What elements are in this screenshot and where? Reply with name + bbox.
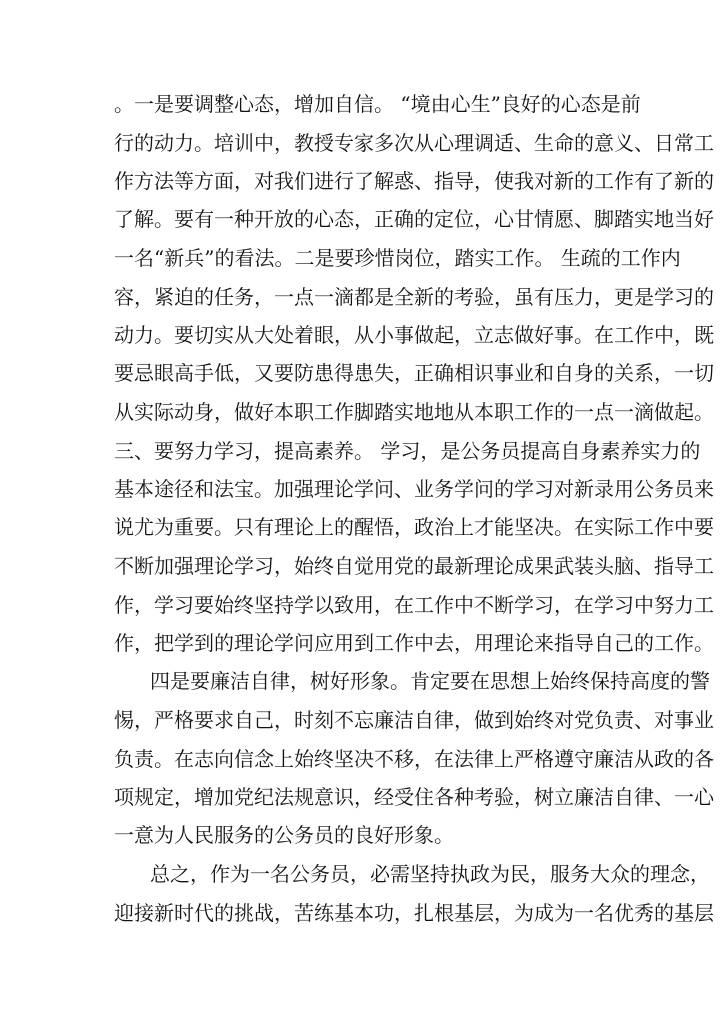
text-line: 三、要努力学习，提高素养。 学习，是公务员提高自身素养实力的: [114, 439, 701, 463]
text-line: 项规定，增加党纪法规意识，经受住各种考验，树立廉洁自律、一心: [114, 785, 714, 809]
text-line: 一意为人民服务的公务员的良好形象。: [114, 823, 454, 847]
text-line: 作，把学到的理论学问应用到工作中去，用理论来指导自己的工作。: [114, 631, 714, 655]
text-line: 要忌眼高手低，又要防患得患失，正确相识事业和自身的关系，一切: [114, 361, 714, 385]
text-line: 不断加强理论学习，始终自觉用党的最新理论成果武装头脑、指导工: [114, 554, 714, 578]
text-line: 一名“新兵”的看法。二是要珍惜岗位，踏实工作。 生疏的工作内: [114, 246, 681, 270]
text-line: 负责。在志向信念上始终坚决不移，在法律上严格遵守廉洁从政的各: [114, 747, 714, 771]
text-line: 惕，严格要求自己，时刻不忘廉洁自律，做到始终对党负责、对事业: [114, 708, 714, 732]
text-line: 迎接新时代的挑战，苦练基本功，扎根基层，为成为一名优秀的基层: [114, 901, 714, 925]
text-line: 四是要廉洁自律，树好形象。肯定要在思想上始终保持高度的警: [150, 669, 710, 693]
text-line: 了解。要有一种开放的心态，正确的定位，心甘情愿、脚踏实地当好: [114, 207, 714, 231]
text-line: 容，紧迫的任务，一点一滴都是全新的考验，虽有压力，更是学习的: [114, 285, 714, 309]
text-line: 说尤为重要。只有理论上的醒悟，政治上才能坚决。在实际工作中要: [114, 515, 714, 539]
text-line: 作方法等方面，对我们进行了解惑、指导，使我对新的工作有了新的: [114, 169, 714, 193]
text-line: 从实际动身，做好本职工作脚踏实地地从本职工作的一点一滴做起。: [114, 400, 714, 424]
text-line: 基本途径和法宝。加强理论学问、业务学问的学习对新录用公务员来: [114, 477, 714, 501]
text-line: 作，学习要始终坚持学以致用，在工作中不断学习，在学习中努力工: [114, 593, 714, 617]
text-line: 动力。要切实从大处着眼，从小事做起，立志做好事。在工作中，既: [114, 323, 714, 347]
text-line: 行的动力。培训中，教授专家多次从心理调适、生命的意义、日常工: [114, 131, 714, 155]
text-line: 总之，作为一名公务员，必需坚持执政为民，服务大众的理念，: [150, 862, 710, 886]
text-line: 。一是要调整心态，增加自信。 “境由心生”良好的心态是前: [114, 92, 641, 116]
